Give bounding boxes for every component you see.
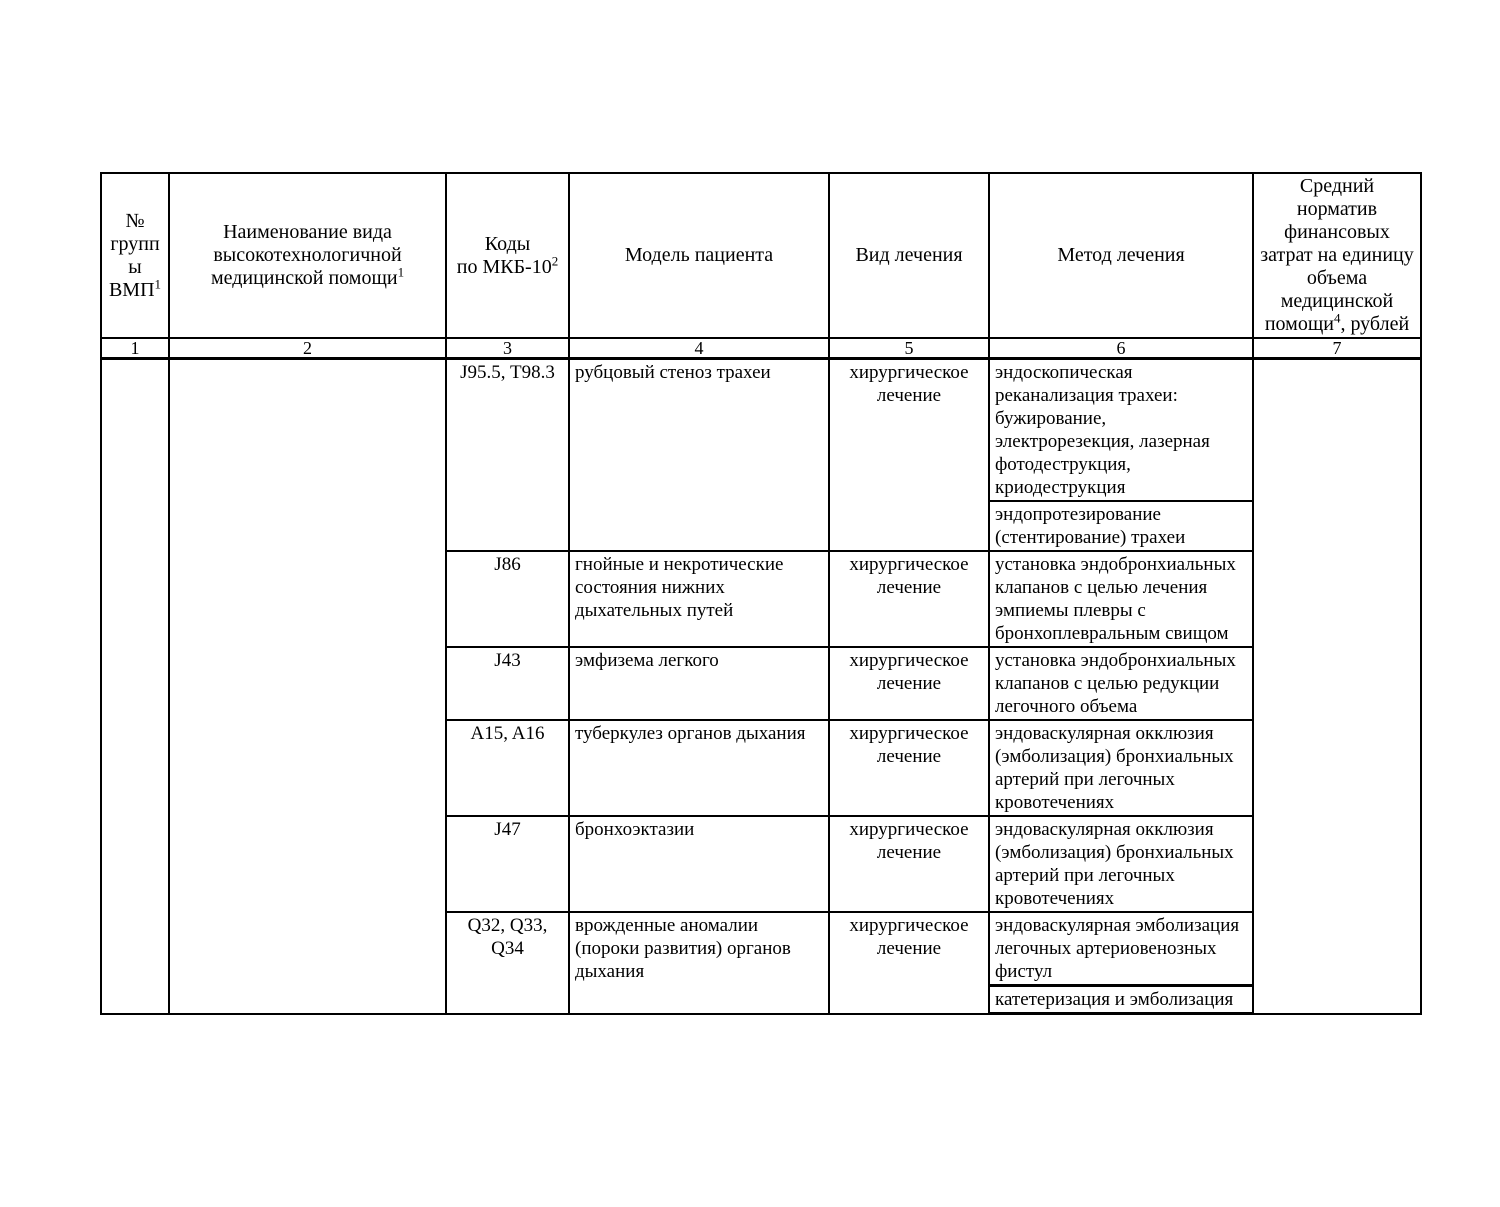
patient-model-cell: туберкулез органов дыхания: [569, 720, 829, 816]
treatment-method-cell: установка эндобронхиальных клапанов с целью лечения эмпиемы плевры с бронхоплевральным свищом: [989, 551, 1253, 647]
header-patient-model-label: Модель пациента: [624, 244, 774, 266]
header-care-type-name: [169, 173, 446, 338]
care-type-name-cell: [169, 359, 446, 1014]
table-row: [101, 359, 1421, 502]
patient-model-cell: врожденные аномалии (пороки развития) органов дыхания: [569, 912, 829, 1014]
treatment-type-cell: хирургическое лечение: [829, 359, 989, 552]
treatment-method-cell: эндоскопическая реканализация трахеи: бужирование, электрорезекция, лазерная фотодеструкция, криодеструкция: [989, 359, 1253, 502]
header-care-type-name-label: Наименование вида высокотехнологичной медицинской помощи: [210, 221, 402, 289]
icd-codes-cell: J86: [446, 551, 569, 647]
cost-norm-cell: [1253, 359, 1421, 1014]
icd-codes-cell: A15, A16: [446, 720, 569, 816]
header-patient-model: [569, 173, 829, 338]
treatment-method-cell: эндопротезирование (стентирование) трахеи: [989, 501, 1253, 551]
vmp-table: [100, 172, 1422, 1015]
header-icd-codes-sup: 2: [551, 252, 559, 268]
patient-model-cell: рубцовый стеноз трахеи: [569, 359, 829, 552]
treatment-type-cell: хирургическое лечение: [829, 816, 989, 912]
header-cost-norm: [1253, 173, 1421, 338]
treatment-method-cell: установка эндобронхиальных клапанов с целью редукции легочного объема: [989, 647, 1253, 720]
treatment-method-cell: эндоваскулярная эмболизация легочных артериовенозных фистул: [989, 912, 1253, 986]
column-number-5: 5: [829, 338, 989, 359]
header-row: [101, 173, 1421, 338]
treatment-method-cell: эндоваскулярная окклюзия (эмболизация) бронхиальных артерий при легочных кровотечениях: [989, 816, 1253, 912]
header-cost-norm-tail: , рублей: [1340, 313, 1410, 335]
header-group-number-sup: 1: [154, 275, 162, 291]
icd-codes-cell: J95.5, T98.3: [446, 359, 569, 552]
header-group-number-label: № группы ВМП: [108, 209, 160, 301]
treatment-type-cell: хирургическое лечение: [829, 551, 989, 647]
header-care-type-name-sup: 1: [397, 264, 405, 280]
header-treatment-type-label: Вид лечения: [855, 244, 963, 266]
header-group-number: [101, 173, 169, 338]
header-treatment-method: [989, 173, 1253, 338]
header-icd-codes-line1: Коды: [484, 232, 531, 255]
column-number-7: 7: [1253, 338, 1421, 359]
patient-model-cell: эмфизема легкого: [569, 647, 829, 720]
column-number-4: 4: [569, 338, 829, 359]
header-cost-norm-sup: 4: [1333, 310, 1341, 326]
header-cost-norm-label: Средний норматив финансовых затрат на единицу объема медицинской помощи: [1260, 175, 1414, 335]
header-icd-codes-line2: по МКБ-10: [456, 255, 552, 278]
icd-codes-cell: J43: [446, 647, 569, 720]
header-icd-codes: [446, 173, 569, 338]
treatment-type-cell: хирургическое лечение: [829, 912, 989, 1014]
group-number-cell: [101, 359, 169, 1014]
treatment-method-cell: эндоваскулярная окклюзия (эмболизация) бронхиальных артерий при легочных кровотечениях: [989, 720, 1253, 816]
header-treatment-method-label: Метод лечения: [1057, 244, 1185, 266]
patient-model-cell: бронхоэктазии: [569, 816, 829, 912]
header-treatment-type: [829, 173, 989, 338]
treatment-type-cell: хирургическое лечение: [829, 720, 989, 816]
column-number-3: 3: [446, 338, 569, 359]
treatment-type-cell: хирургическое лечение: [829, 647, 989, 720]
treatment-method-cell: катетеризация и эмболизация: [989, 986, 1253, 1014]
icd-codes-cell: J47: [446, 816, 569, 912]
icd-codes-cell: Q32, Q33, Q34: [446, 912, 569, 1014]
patient-model-cell: гнойные и некротические состояния нижних дыхательных путей: [569, 551, 829, 647]
column-number-6: 6: [989, 338, 1253, 359]
column-number-2: 2: [169, 338, 446, 359]
column-number-1: 1: [101, 338, 169, 359]
vmp-table-container: [100, 172, 1420, 1015]
column-numbers-row: [101, 338, 1421, 359]
